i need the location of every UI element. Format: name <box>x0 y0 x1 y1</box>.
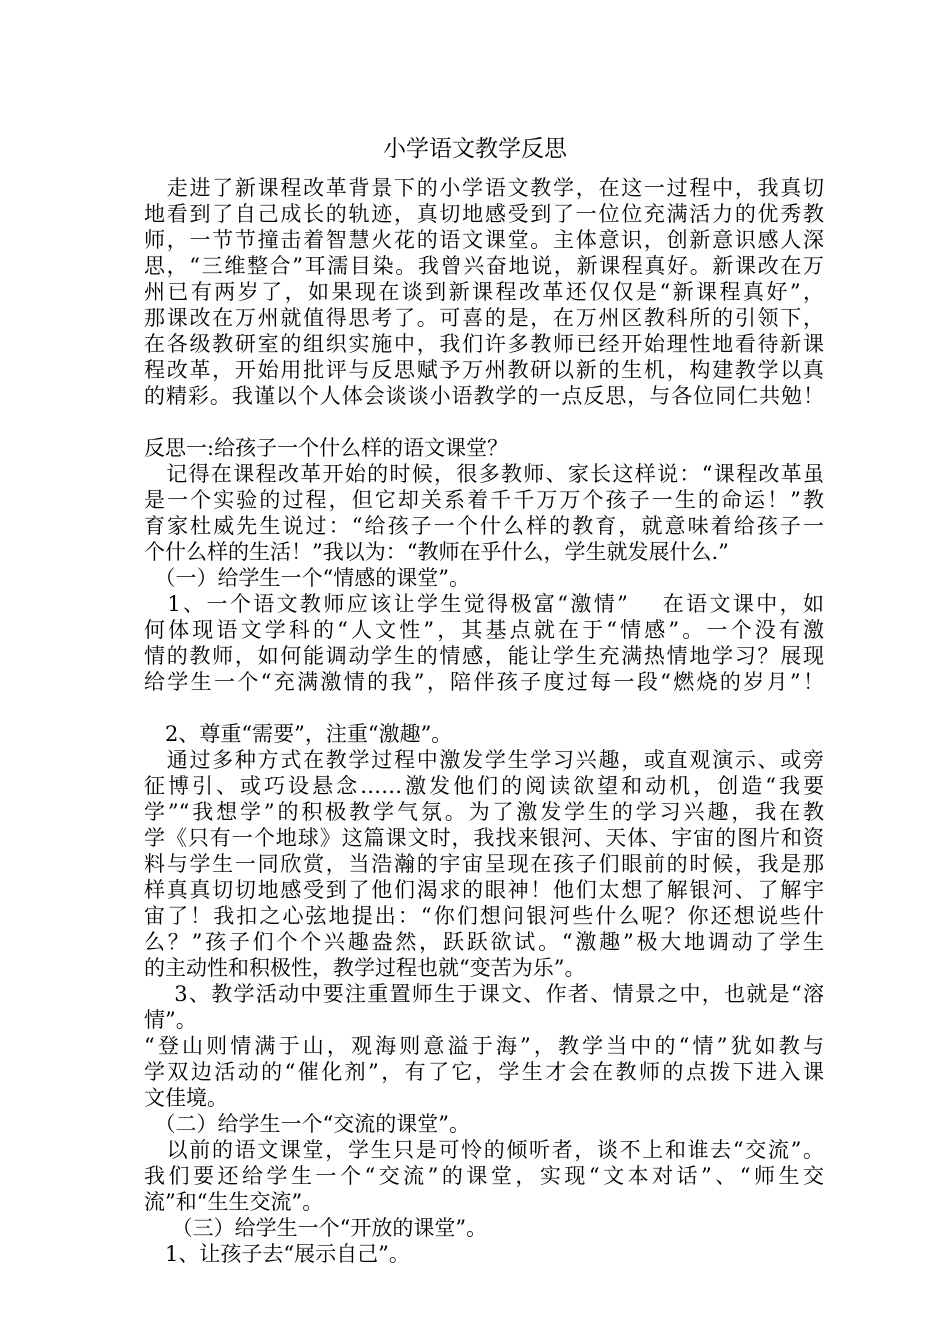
paragraph-line: 学《只有一个地球》这篇课文时，我找来银河、天体、宇宙的图片和资 <box>144 826 824 850</box>
paragraph-line: 是一个实验的过程，但它却关系着千千万万个孩子一生的命运！”教 <box>144 488 824 512</box>
paragraph-line: 的精彩。我谨以个人体会谈谈小语教学的一点反思，与各位同仁共勉！ <box>144 384 824 408</box>
paragraph-line: 通过多种方式在教学过程中激发学生学习兴趣，或直观演示、或旁 <box>144 748 824 772</box>
paragraph-line: 征博引、或巧设悬念……激发他们的阅读欲望和动机，创造“我要 <box>144 774 824 798</box>
paragraph-line: 情的教师，如何能调动学生的情感，能让学生充满热情地学习？展现 <box>144 644 824 668</box>
blank-line <box>144 695 824 721</box>
paragraph-line: （三）给学生一个“开放的课堂”。 <box>144 1216 488 1240</box>
paragraph-line: 州已有两岁了，如果现在谈到新课程改革还仅仅是“新课程真好”， <box>144 280 824 304</box>
paragraph-line: 么？”孩子们个个兴趣盎然，跃跃欲试。“激趣”极大地调动了学生 <box>144 930 824 954</box>
paragraph-line: 以前的语文课堂，学生只是可怜的倾听者，谈不上和谁去“交流”。 <box>144 1138 824 1162</box>
paragraph-line: 宙了！我扣之心弦地提出：“你们想问银河些什么呢？你还想说些什 <box>144 904 824 928</box>
paragraph-line: 情”。 <box>144 1008 197 1032</box>
paragraph-line: 思，“三维整合”耳濡目染。我曾兴奋地说，新课程真好。新课改在万 <box>144 254 824 278</box>
paragraph-line: 给学生一个“充满激情的我”，陪伴孩子度过每一段“燃烧的岁月”！ <box>144 670 824 694</box>
paragraph-line: 育家杜威先生说过：“给孩子一个什么样的教育，就意味着给孩子一 <box>144 514 824 538</box>
paragraph-line: 个什么样的生活！”我以为：“教师在乎什么，学生就发展什么.” <box>144 540 729 564</box>
paragraph-line: 学双边活动的“催化剂”，有了它，学生才会在教师的点拨下进入课 <box>144 1060 824 1084</box>
paragraph-line: 1、让孩子去“展示自己”。 <box>144 1242 410 1266</box>
paragraph-line: 那课改在万州就值得思考了。可喜的是，在万州区教科所的引领下， <box>144 306 824 330</box>
paragraph-line: 1、一个语文教师应该让学生觉得极富“激情” 在语文课中，如 <box>144 592 824 616</box>
paragraph-line: 我们要还给学生一个“交流”的课堂，实现“文本对话”、“师生交 <box>144 1164 824 1188</box>
paragraph-line: 的主动性和积极性，教学过程也就“变苦为乐”。 <box>144 956 586 980</box>
paragraph-line: 3、教学活动中要注重置师生于课文、作者、情景之中，也就是“溶 <box>144 982 824 1006</box>
paragraph-line: （一）给学生一个“情感的课堂”。 <box>144 566 470 590</box>
paragraph-line: 师，一节节撞击着智慧火花的语文课堂。主体意识，创新意识感人深 <box>144 228 824 252</box>
paragraph-line: 文佳境。 <box>144 1086 228 1110</box>
paragraph-line: “登山则情满于山，观海则意溢于海”，教学当中的“情”犹如教与 <box>144 1034 824 1058</box>
paragraph-line: 记得在课程改革开始的时候，很多教师、家长这样说：“课程改革虽 <box>144 462 824 486</box>
paragraph-line: 在各级教研室的组织实施中，我们许多教师已经开始理性地看待新课 <box>144 332 824 356</box>
paragraph-line: 学”“我想学”的积极教学气氛。为了激发学生的学习兴趣，我在教 <box>144 800 824 824</box>
paragraph-line: 反思一:给孩子一个什么样的语文课堂？ <box>144 436 509 460</box>
paragraph-line: 2、尊重“需要”，注重“激趣”。 <box>144 722 453 746</box>
paragraph-line: 何体现语文学科的“人文性”，其基点就在于“情感”。一个没有激 <box>144 618 824 642</box>
page-title: 小学语文教学反思 <box>383 136 567 162</box>
paragraph-line: 地看到了自己成长的轨迹，真切地感受到了一位位充满活力的优秀教 <box>144 202 824 226</box>
document-body <box>144 175 824 1267</box>
paragraph-line: 样真真切切地感受到了他们渴求的眼神！他们太想了解银河、了解宇 <box>144 878 824 902</box>
paragraph-line: 流”和“生生交流”。 <box>144 1190 324 1214</box>
blank-line <box>144 409 824 435</box>
paragraph-line: （二）给学生一个“交流的课堂”。 <box>144 1112 470 1136</box>
paragraph-line: 程改革，开始用批评与反思赋予万州教研以新的生机，构建教学以真 <box>144 358 824 382</box>
paragraph-line: 料与学生一同欣赏，当浩瀚的宇宙呈现在孩子们眼前的时候，我是那 <box>144 852 824 876</box>
paragraph-line: 走进了新课程改革背景下的小学语文教学，在这一过程中，我真切 <box>144 176 824 200</box>
